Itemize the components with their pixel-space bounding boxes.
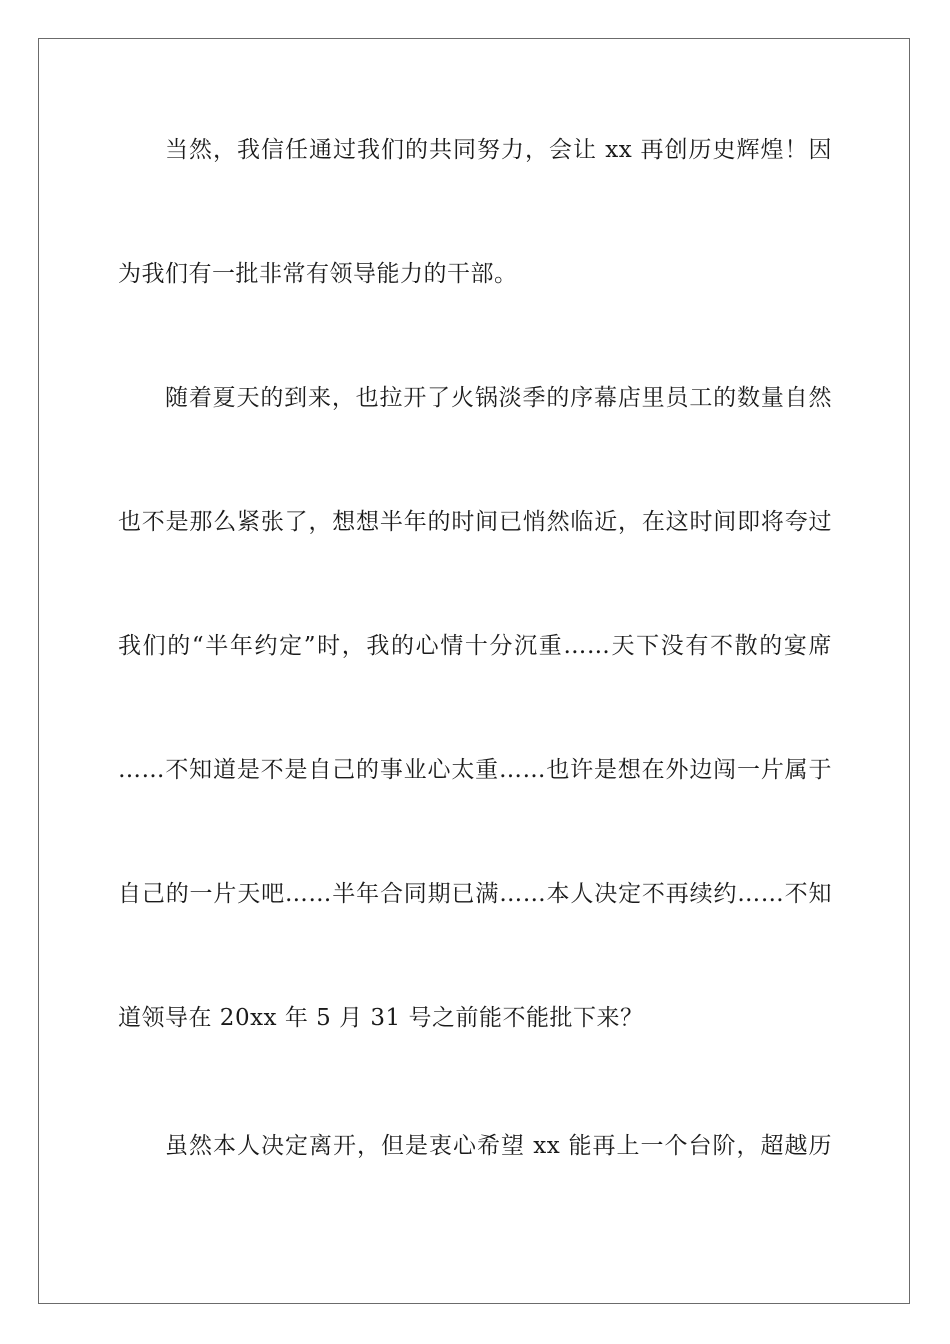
page-border — [38, 38, 910, 1304]
text-line: 当然，我信任通过我们的共同努力，会让 xx 再创历史辉煌！因 — [165, 137, 832, 163]
text-line: 也不是那么紧张了，想想半年的时间已悄然临近，在这时间即将夸过 — [118, 509, 832, 535]
text-line: 为我们有一批非常有领导能力的干部。 — [118, 261, 518, 287]
text-line: 随着夏天的到来，也拉开了火锅淡季的序幕店里员工的数量自然 — [165, 385, 832, 411]
text-line: 道领导在 20xx 年 5 月 31 号之前能不能批下来？ — [118, 1005, 644, 1031]
text-line: 我们的“半年约定”时，我的心情十分沉重……天下没有不散的宴席 — [118, 633, 832, 659]
text-line: ……不知道是不是自己的事业心太重……也许是想在外边闯一片属于 — [118, 757, 832, 783]
text-line: 虽然本人决定离开，但是衷心希望 xx 能再上一个台阶，超越历 — [165, 1133, 832, 1159]
text-line: 自己的一片天吧……半年合同期已满……本人决定不再续约……不知 — [118, 881, 832, 907]
